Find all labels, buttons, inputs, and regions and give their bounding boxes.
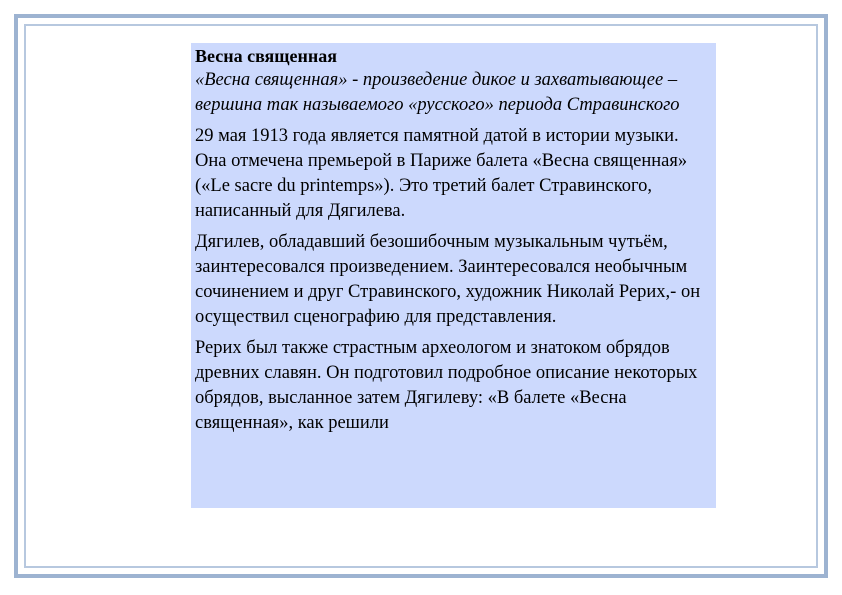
paragraph-roerich: Рерих был также страстным археологом и знатоком обрядов древних славян. Он подготовил подробное описание некоторых обрядов, высланное затем Дягилеву: «В балете «Весна священная», как решили xyxy=(195,338,698,433)
paragraph-premiere: 29 мая 1913 года является памятной датой в истории музыки. Она отмечена премьерой в Париже балета «Весна священная» («Le sacre du printemps»). Это третий балет Стравинского, написанный для Дягилева. xyxy=(195,126,688,221)
text-box xyxy=(191,43,716,508)
document-title: Весна священная xyxy=(195,46,337,66)
paragraph-diaghilev: Дягилев, обладавший безошибочным музыкальным чутьём, заинтересовался произведением. Заинтересовался необычным сочинением и друг Стравинского, художник Николай Рерих,- он осуществил сценографию для представления. xyxy=(195,232,701,327)
document-subtitle: «Весна священная» - произведение дикое и захватывающее – вершина так называемого «русского» периода Стравинского xyxy=(195,70,680,115)
